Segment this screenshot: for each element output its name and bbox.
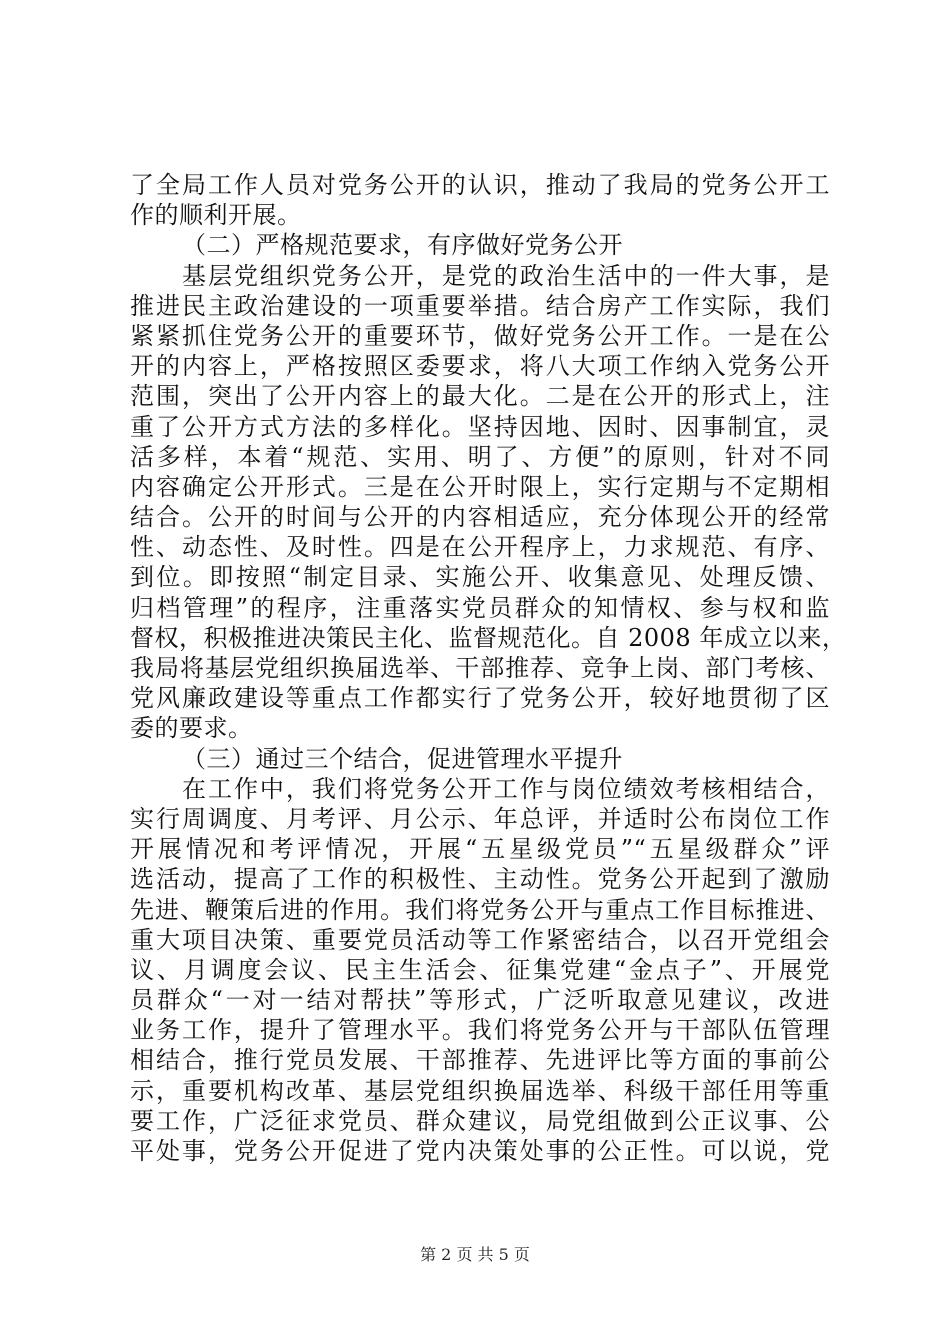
text-line: 员群众“一对一结对帮扶”等形式，广泛听取意见建议，改进 <box>130 986 830 1015</box>
text-line: 选活动，提高了工作的积极性、主动性。党务公开起到了激励 <box>130 865 830 894</box>
text-line: 开的内容上，严格按照区委要求，将八大项工作纳入党务公开 <box>130 352 830 381</box>
text-line: 内容确定公开形式。三是在公开时限上，实行定期与不定期相 <box>130 472 830 501</box>
text-line: 到位。即按照“制定目录、实施公开、收集意见、处理反馈、 <box>130 563 830 592</box>
text-line: 基层党组织党务公开，是党的政治生活中的一件大事，是 <box>182 261 830 290</box>
text-line: 紧紧抓住党务公开的重要环节，做好党务公开工作。一是在公 <box>130 321 830 350</box>
text-line: 我局将基层党组织换届选举、干部推荐、竞争上岗、部门考核、 <box>130 654 830 682</box>
text-line: 重了公开方式方法的多样化。坚持因地、因时、因事制宜，灵 <box>130 412 830 441</box>
text-line: 实行周调度、月考评、月公示、年总评，并适时公布岗位工作 <box>130 804 830 833</box>
section-heading: （二）严格规范要求，有序做好党务公开 <box>182 231 623 260</box>
text-line: 推进民主政治建设的一项重要举措。结合房产工作实际，我们 <box>130 291 830 320</box>
text-line: 先进、鞭策后进的作用。我们将党务公开与重点工作目标推进、 <box>130 895 830 924</box>
page-number-footer: 第 2 页 共 5 页 <box>420 1245 530 1264</box>
text-line: 作的顺利开展。 <box>130 201 302 230</box>
text-line: 范围，突出了公开内容上的最大化。二是在公开的形式上，注 <box>130 382 830 411</box>
text-line: 性、动态性、及时性。四是在公开程序上，力求规范、有序、 <box>130 533 830 562</box>
text-line: 平处事，党务公开促进了党内决策处事的公正性。可以说，党 <box>130 1137 830 1165</box>
text-line: 开展情况和考评情况，开展“五星级党员”“五星级群众”评 <box>130 835 830 864</box>
text-line: 党风廉政建设等重点工作都实行了党务公开，较好地贯彻了区 <box>130 684 830 713</box>
text-line: 归档管理”的程序，注重落实党员群众的知情权、参与权和监 <box>130 593 830 622</box>
text-line: 重大项目决策、重要党员活动等工作紧密结合，以召开党组会 <box>130 925 830 954</box>
text-line: 业务工作，提升了管理水平。我们将党务公开与干部队伍管理 <box>130 1016 830 1045</box>
text-line: 委的要求。 <box>130 714 253 743</box>
text-line: 结合。公开的时间与公开的内容相适应，充分体现公开的经常 <box>130 503 830 532</box>
text-line: 议、月调度会议、民主生活会、征集党建“金点子”、开展党 <box>130 955 830 984</box>
text-line: 相结合，推行党员发展、干部推荐、先进评比等方面的事前公 <box>130 1046 830 1075</box>
text-line: 要工作，广泛征求党员、群众建议，局党组做到公正议事、公 <box>130 1106 830 1135</box>
text-line: 在工作中，我们将党务公开工作与岗位绩效考核相结合， <box>182 774 830 803</box>
text-line: 活多样，本着“规范、实用、明了、方便”的原则，针对不同 <box>130 442 830 471</box>
text-line: 示，重要机构改革、基层党组织换届选举、科级干部任用等重 <box>130 1076 830 1105</box>
body-text <box>130 170 847 1166</box>
text-line: 了全局工作人员对党务公开的认识，推动了我局的党务公开工 <box>130 171 830 199</box>
text-line: 督权，积极推进决策民主化、监督规范化。自 2008 年成立以来， <box>130 623 847 652</box>
section-heading: （三）通过三个结合，促进管理水平提升 <box>182 744 623 773</box>
